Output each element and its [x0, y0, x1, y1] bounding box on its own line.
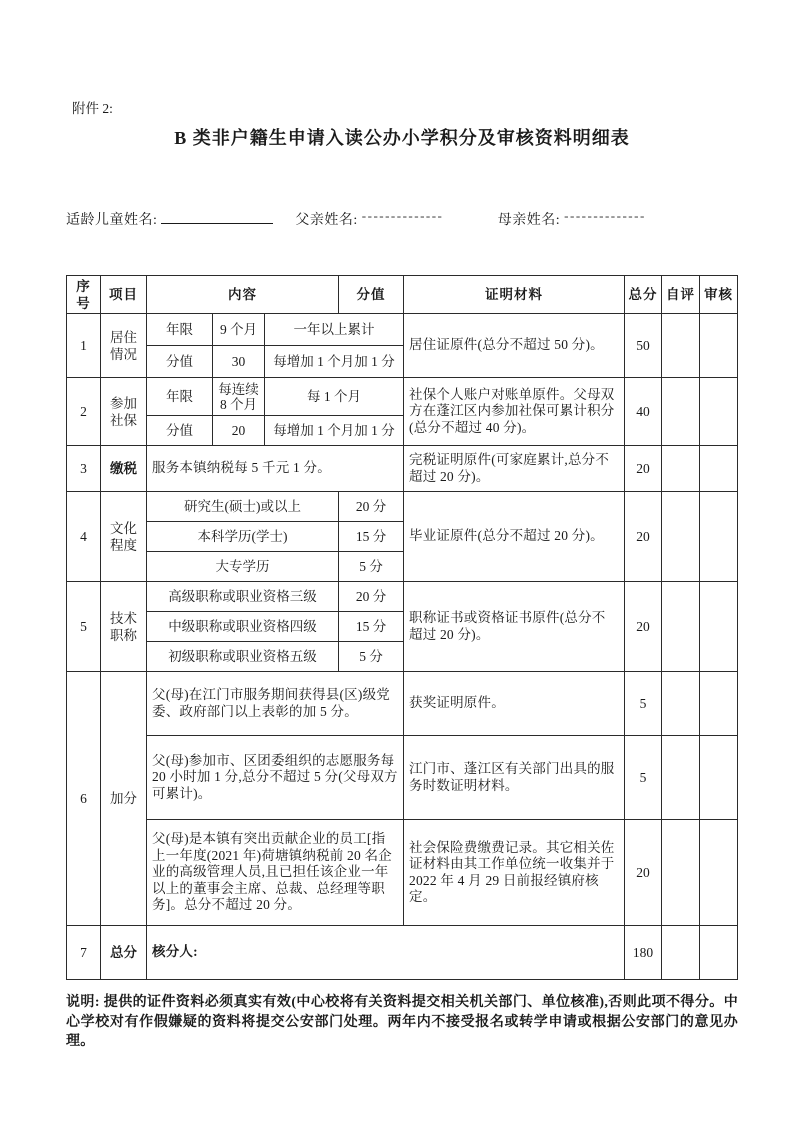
row6-self-cell-2 — [662, 736, 700, 820]
father-name-label: 父亲姓名: — [295, 213, 358, 228]
table-row — [67, 582, 738, 612]
row6-audit-cell-1 — [700, 672, 738, 736]
row4-score-3: 5 分 — [339, 552, 404, 582]
row4-total: 20 — [625, 492, 662, 582]
row3-total: 20 — [625, 446, 662, 492]
footer-note-label: 说明: — [66, 995, 100, 1010]
row4-item: 文化程度 — [101, 492, 147, 582]
row2-score-value: 20 — [213, 416, 265, 446]
row3-content: 服务本镇纳税每 5 千元 1 分。 — [147, 446, 404, 492]
child-name-blank — [161, 209, 273, 224]
row1-years-rule: 一年以上累计 — [265, 314, 404, 346]
row7-total: 180 — [625, 926, 662, 980]
header-total: 总分 — [625, 276, 662, 314]
row1-self-cell — [662, 314, 700, 378]
table-row — [67, 314, 738, 346]
row7-self-cell — [662, 926, 700, 980]
row5-total: 20 — [625, 582, 662, 672]
footer-note — [66, 993, 738, 1052]
row1-years-value: 9 个月 — [213, 314, 265, 346]
row4-no: 4 — [67, 492, 101, 582]
header-audit: 审核 — [700, 276, 738, 314]
row6-total-2: 5 — [625, 736, 662, 820]
row4-audit-cell — [700, 492, 738, 582]
row2-proof: 社保个人账户对账单原件。父母双方在蓬江区内参加社保可累计积分(总分不超过 40 分)。 — [404, 378, 625, 446]
row1-audit-cell — [700, 314, 738, 378]
row6-self-cell-3 — [662, 820, 700, 926]
row6-content-3: 父(母)是本镇有突出贡献企业的员工[指上一年度(2021 年)荷塘镇纳税前 20 名企业的高级管理人员,且已担任该企业一年以上的董事会主席、总裁、总经理等职务]。总分不超过 20 分。 — [147, 820, 404, 926]
table-row — [67, 820, 738, 926]
row5-self-cell — [662, 582, 700, 672]
row5-score-3: 5 分 — [339, 642, 404, 672]
header-self: 自评 — [662, 276, 700, 314]
row6-total-3: 20 — [625, 820, 662, 926]
header-proof: 证明材料 — [404, 276, 625, 314]
row2-audit-cell — [700, 378, 738, 446]
row6-no: 6 — [67, 672, 101, 926]
row6-content-1: 父(母)在江门市服务期间获得县(区)级党委、政府部门以上表彰的加 5 分。 — [147, 672, 404, 736]
row7-scorer-label: 核分人: — [147, 926, 625, 980]
row2-item: 参加社保 — [101, 378, 147, 446]
row5-item: 技术职称 — [101, 582, 147, 672]
row6-proof-2: 江门市、蓬江区有关部门出具的服务时数证明材料。 — [404, 736, 625, 820]
row5-no: 5 — [67, 582, 101, 672]
row5-option-1: 高级职称或职业资格三级 — [147, 582, 339, 612]
header-score: 分值 — [339, 276, 404, 314]
row4-score-1: 20 分 — [339, 492, 404, 522]
header-content: 内容 — [147, 276, 339, 314]
row6-proof-3: 社会保险费缴费记录。其它相关佐证材料由其工作单位统一收集并于 2022 年 4 月 29 日前报经镇府核定。 — [404, 820, 625, 926]
table-row — [67, 736, 738, 820]
row5-option-3: 初级职称或职业资格五级 — [147, 642, 339, 672]
row3-self-cell — [662, 446, 700, 492]
table-row — [67, 492, 738, 522]
score-table — [66, 275, 738, 980]
header-item: 项目 — [101, 276, 147, 314]
row7-no: 7 — [67, 926, 101, 980]
table-row — [67, 672, 738, 736]
row4-option-1: 研究生(硕士)或以上 — [147, 492, 339, 522]
table-header-row — [67, 276, 738, 314]
row5-option-2: 中级职称或职业资格四级 — [147, 612, 339, 642]
header-no: 序号 — [67, 276, 101, 314]
row1-total: 50 — [625, 314, 662, 378]
mother-name-blank: -------------- — [564, 208, 646, 223]
row6-proof-1: 获奖证明原件。 — [404, 672, 625, 736]
row4-proof: 毕业证原件(总分不超过 20 分)。 — [404, 492, 625, 582]
row2-score-label: 分值 — [147, 416, 213, 446]
father-name-blank: -------------- — [361, 208, 444, 223]
page-title: B 类非户籍生申请入读公办小学积分及审核资料明细表 — [174, 128, 630, 148]
row6-self-cell-1 — [662, 672, 700, 736]
row2-total: 40 — [625, 378, 662, 446]
row6-total-1: 5 — [625, 672, 662, 736]
row6-audit-cell-2 — [700, 736, 738, 820]
row1-score-value: 30 — [213, 346, 265, 378]
row3-no: 3 — [67, 446, 101, 492]
row3-item: 缴税 — [101, 446, 147, 492]
row4-option-3: 大专学历 — [147, 552, 339, 582]
row4-self-cell — [662, 492, 700, 582]
row6-content-2: 父(母)参加市、区团委组织的志愿服务每 20 小时加 1 分,总分不超过 5 分(父母双方可累计)。 — [147, 736, 404, 820]
row2-years-value: 每连续 8 个月 — [213, 378, 265, 416]
row1-proof: 居住证原件(总分不超过 50 分)。 — [404, 314, 625, 378]
row6-item: 加分 — [101, 672, 147, 926]
row5-score-1: 20 分 — [339, 582, 404, 612]
mother-name-label: 母亲姓名: — [497, 213, 561, 228]
table-row — [67, 926, 738, 980]
row2-self-cell — [662, 378, 700, 446]
row5-proof: 职称证书或资格证书原件(总分不超过 20 分)。 — [404, 582, 625, 672]
name-fields-row — [66, 208, 738, 229]
row1-score-rule: 每增加 1 个月加 1 分 — [265, 346, 404, 378]
row3-audit-cell — [700, 446, 738, 492]
row5-score-2: 15 分 — [339, 612, 404, 642]
row1-years-label: 年限 — [147, 314, 213, 346]
row2-no: 2 — [67, 378, 101, 446]
footer-note-text: 提供的证件资料必须真实有效(中心校将有关资料提交相关机关部门、单位核准),否则此项不得分。中心学校对有作假嫌疑的资料将提交公安部门处理。两年内不接受报名或转学申请或根据公安部门的意见办理。 — [66, 995, 739, 1049]
row1-item: 居住情况 — [101, 314, 147, 378]
row2-years-label: 年限 — [147, 378, 213, 416]
row5-audit-cell — [700, 582, 738, 672]
child-name-label: 适龄儿童姓名: — [66, 213, 158, 228]
row6-audit-cell-3 — [700, 820, 738, 926]
row2-years-rule: 每 1 个月 — [265, 378, 404, 416]
attachment-label: 附件 2: — [72, 101, 113, 116]
row3-proof: 完税证明原件(可家庭累计,总分不超过 20 分)。 — [404, 446, 625, 492]
row7-item: 总分 — [101, 926, 147, 980]
row2-score-rule: 每增加 1 个月加 1 分 — [265, 416, 404, 446]
table-row — [67, 446, 738, 492]
table-row — [67, 378, 738, 416]
row7-audit-cell — [700, 926, 738, 980]
row1-no: 1 — [67, 314, 101, 378]
row4-score-2: 15 分 — [339, 522, 404, 552]
row1-score-label: 分值 — [147, 346, 213, 378]
row4-option-2: 本科学历(学士) — [147, 522, 339, 552]
